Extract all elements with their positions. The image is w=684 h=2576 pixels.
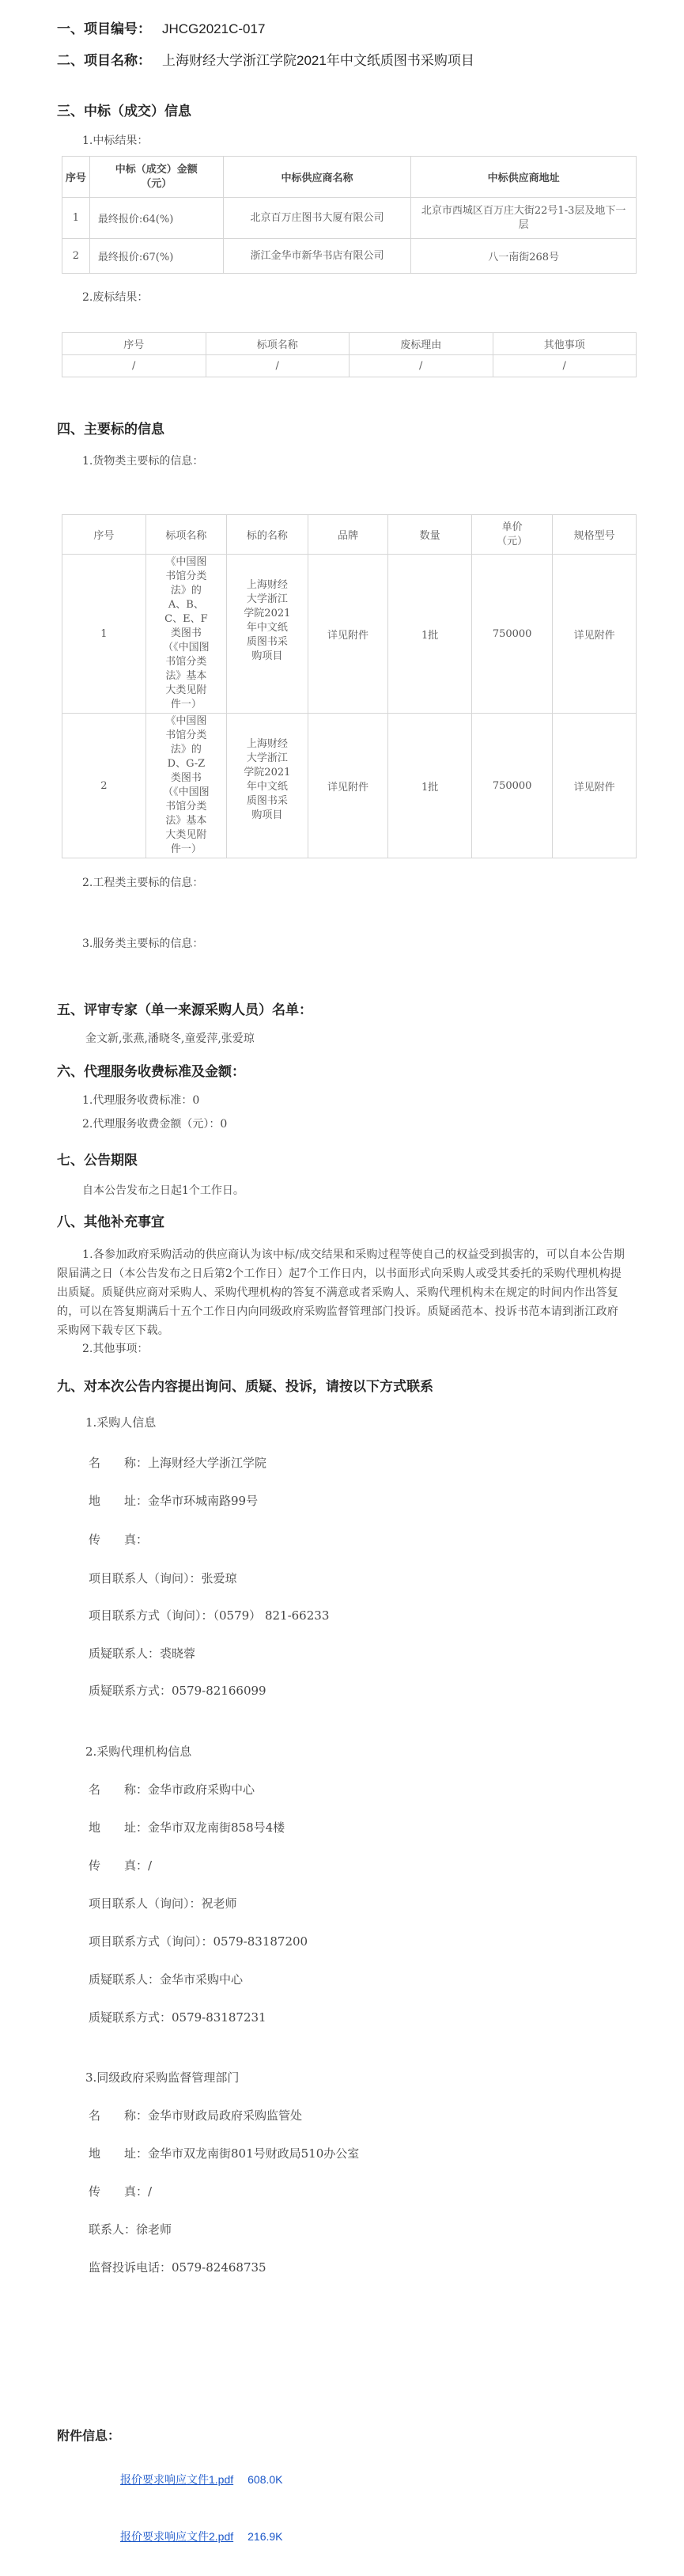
agency-contact-person: 项目联系人（询问）：祝老师 bbox=[89, 1896, 237, 1911]
goods-row1-index: 1 bbox=[62, 555, 146, 714]
award-heading: 三、中标（成交）信息 bbox=[57, 104, 191, 119]
failed-header-other: 其他事项 bbox=[493, 333, 637, 355]
project-number-label: 一、项目编号： bbox=[57, 21, 151, 36]
goods-row1-item: 《中国图书馆分类法》的A、B、C、E、F类图书（《中国图书馆分类法》基本大类见附件一） bbox=[145, 555, 226, 714]
project-name-label: 二、项目名称： bbox=[57, 53, 151, 68]
notice-period-heading: 七、公告期限 bbox=[57, 1153, 138, 1168]
agency-fax: 传 真：/ bbox=[89, 1858, 153, 1873]
goods-row2-brand: 详见附件 bbox=[308, 714, 388, 858]
project-number-value: JHCG2021C-017 bbox=[162, 21, 266, 36]
goods-header-index: 序号 bbox=[62, 515, 146, 555]
award-header-supplier: 中标供应商名称 bbox=[223, 157, 411, 198]
award-results-table bbox=[62, 156, 637, 274]
table-row bbox=[62, 555, 637, 714]
failed-header-reason: 废标理由 bbox=[350, 333, 493, 355]
goods-row1-brand: 详见附件 bbox=[308, 555, 388, 714]
attachment-size: 608.0K bbox=[248, 2473, 283, 2486]
award-header-amount: 中标（成交）金额（元） bbox=[89, 157, 223, 198]
agency-contact-phone: 项目联系方式（询问）：0579-83187200 bbox=[89, 1934, 308, 1949]
award-header-address: 中标供应商地址 bbox=[411, 157, 637, 198]
project-name bbox=[57, 49, 474, 69]
purchaser-address: 地 址：金华市环城南路99号 bbox=[89, 1494, 259, 1508]
agency-title: 2.采购代理机构信息 bbox=[85, 1744, 192, 1759]
goods-row1-spec: 详见附件 bbox=[553, 555, 637, 714]
failed-header-index: 序号 bbox=[62, 333, 206, 355]
agency-name: 名 称：金华市政府采购中心 bbox=[89, 1782, 255, 1797]
agency-fee-heading: 六、代理服务收费标准及金额： bbox=[57, 1064, 245, 1079]
goods-row2-qty: 1批 bbox=[388, 714, 472, 858]
purchaser-complaint-contact: 质疑联系人：裘晓蓉 bbox=[89, 1646, 196, 1661]
table-row bbox=[62, 239, 637, 274]
other-heading: 八、其他补充事宜 bbox=[57, 1214, 164, 1229]
goods-header-spec: 规格型号 bbox=[553, 515, 637, 555]
other-item2: 2.其他事项： bbox=[82, 1343, 149, 1355]
failed-header-item: 标项名称 bbox=[206, 333, 350, 355]
failed-cell: / bbox=[206, 355, 350, 377]
agency-fee-amount: 2.代理服务收费金额（元）：0 bbox=[82, 1118, 228, 1131]
experts-names: 金文新,张燕,潘晓冬,童爱萍,张爱琼 bbox=[85, 1032, 255, 1045]
supervisor-phone: 监督投诉电话：0579-82468735 bbox=[89, 2260, 266, 2275]
attachment-link[interactable]: 报价要求响应文件2.pdf bbox=[120, 2530, 234, 2543]
award-header-index: 序号 bbox=[62, 157, 90, 198]
attachment-item bbox=[120, 2529, 283, 2544]
contact-heading: 九、对本次公告内容提出询问、质疑、投诉，请按以下方式联系 bbox=[57, 1379, 433, 1394]
agency-complaint-contact: 质疑联系人：金华市采购中心 bbox=[89, 1972, 244, 1987]
failed-results-label: 2.废标结果： bbox=[82, 291, 149, 304]
engineering-label: 2.工程类主要标的信息： bbox=[82, 877, 204, 889]
goods-row2-price: 750000 bbox=[472, 714, 553, 858]
purchaser-name: 名 称：上海财经大学浙江学院 bbox=[89, 1456, 267, 1470]
experts-heading: 五、评审专家（单一来源采购人员）名单： bbox=[57, 1002, 312, 1017]
supervisor-address: 地 址：金华市双龙南街801号财政局510办公室 bbox=[89, 2146, 360, 2161]
agency-address: 地 址：金华市双龙南街858号4楼 bbox=[89, 1820, 285, 1835]
supervisor-name: 名 称：金华市财政局政府采购监管处 bbox=[89, 2108, 303, 2123]
notice-period-text: 自本公告发布之日起1个工作日。 bbox=[82, 1184, 244, 1197]
table-row bbox=[62, 355, 637, 377]
supervisor-contact-person: 联系人：徐老师 bbox=[89, 2222, 172, 2237]
goods-row1-target: 上海财经大学浙江学院2021年中文纸质图书采购项目 bbox=[227, 555, 308, 714]
attachment-size: 216.9K bbox=[248, 2530, 283, 2543]
award-results-label: 1.中标结果： bbox=[82, 134, 149, 147]
goods-row2-item: 《中国图书馆分类法》的D、G-Z类图书（《中国图书馆分类法》基本大类见附件一） bbox=[145, 714, 226, 858]
award-row1-address: 北京市西城区百万庄大街22号1-3层及地下一层 bbox=[411, 198, 637, 239]
award-row2-index: 2 bbox=[62, 239, 90, 274]
award-row1-index: 1 bbox=[62, 198, 90, 239]
attachment-link[interactable]: 报价要求响应文件1.pdf bbox=[120, 2473, 234, 2486]
award-row2-address: 八一南街268号 bbox=[411, 239, 637, 274]
award-row2-amount: 最终报价:67(%) bbox=[89, 239, 223, 274]
project-number bbox=[57, 17, 265, 37]
goods-row1-qty: 1批 bbox=[388, 555, 472, 714]
supervisor-title: 3.同级政府采购监督管理部门 bbox=[85, 2070, 240, 2085]
attachments-heading: 附件信息： bbox=[57, 2430, 121, 2443]
goods-row2-target: 上海财经大学浙江学院2021年中文纸质图书采购项目 bbox=[227, 714, 308, 858]
purchaser-fax: 传 真： bbox=[89, 1532, 149, 1547]
failed-results-table bbox=[62, 332, 637, 377]
award-row1-amount: 最终报价:64(%) bbox=[89, 198, 223, 239]
purchaser-contact-phone: 项目联系方式（询问）：（0579） 821-66233 bbox=[89, 1608, 330, 1623]
goods-header-qty: 数量 bbox=[388, 515, 472, 555]
other-item1: 1.各参加政府采购活动的供应商认为该中标/成交结果和采购过程等使自己的权益受到损害的，可以自本公告期限届满之日（本公告发布之日后第2个工作日）起7个工作日内，以书面形式向采购人或受其委托的采购代理机构提出质疑。质疑供应商对采购人、采购代理机构的答复不满意或者采购人、采购代理机构未在规定的时间内作出答复的，可以在答复期满后十五个工作日内向同级政府采购监督管理部门投诉。质疑函范本、投诉书范本请到浙江政府采购网下载专区下载。 bbox=[57, 1248, 625, 1337]
goods-label: 1.货物类主要标的信息： bbox=[82, 455, 204, 468]
failed-cell: / bbox=[350, 355, 493, 377]
purchaser-contact-person: 项目联系人（询问）：张爱琼 bbox=[89, 1571, 237, 1585]
agency-complaint-phone: 质疑联系方式：0579-83187231 bbox=[89, 2010, 266, 2025]
service-label: 3.服务类主要标的信息： bbox=[82, 938, 204, 950]
goods-header-item: 标项名称 bbox=[145, 515, 226, 555]
table-row bbox=[62, 714, 637, 858]
goods-header-price: 单价（元） bbox=[472, 515, 553, 555]
table-row bbox=[62, 198, 637, 239]
project-name-value: 上海财经大学浙江学院2021年中文纸质图书采购项目 bbox=[162, 53, 474, 68]
goods-row2-index: 2 bbox=[62, 714, 146, 858]
subject-heading: 四、主要标的信息 bbox=[57, 422, 164, 437]
goods-row2-spec: 详见附件 bbox=[553, 714, 637, 858]
goods-header-brand: 品牌 bbox=[308, 515, 388, 555]
supervisor-fax: 传 真：/ bbox=[89, 2184, 153, 2199]
award-row2-supplier: 浙江金华市新华书店有限公司 bbox=[223, 239, 411, 274]
purchaser-title: 1.采购人信息 bbox=[85, 1415, 157, 1430]
award-row1-supplier: 北京百万庄图书大厦有限公司 bbox=[223, 198, 411, 239]
agency-fee-standard: 1.代理服务收费标准：0 bbox=[82, 1094, 200, 1107]
goods-header-target: 标的名称 bbox=[227, 515, 308, 555]
failed-cell: / bbox=[62, 355, 206, 377]
failed-cell: / bbox=[493, 355, 637, 377]
goods-row1-price: 750000 bbox=[472, 555, 553, 714]
attachment-item bbox=[120, 2472, 283, 2487]
goods-table bbox=[62, 514, 637, 858]
purchaser-complaint-phone: 质疑联系方式：0579-82166099 bbox=[89, 1684, 266, 1698]
